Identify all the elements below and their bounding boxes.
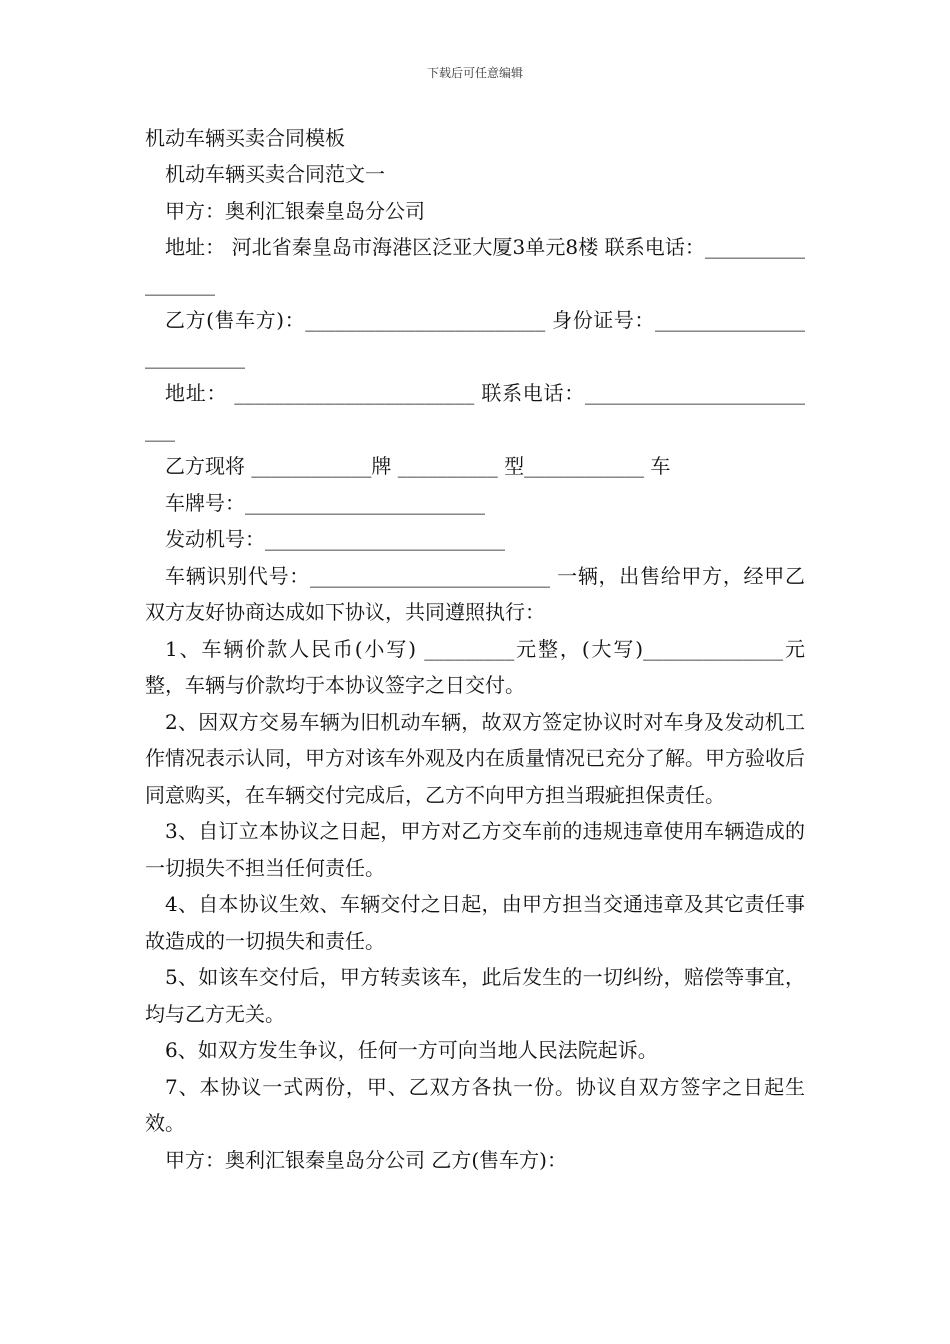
document-body xyxy=(145,156,805,1178)
clause-2: 2、因双方交易车辆为旧机动车辆，故双方签定协议时对车身及发动机工作情况表示认同，甲方对该车外观及内在质量情况已充分了解。甲方验收后同意购买，在车辆交付完成后，乙方不向甲方担当瑕疵担保责任。 xyxy=(145,709,805,807)
party-b-address: 地址： ________________________ 联系电话：_________________________ xyxy=(145,381,805,442)
clause-1: 1、车辆价款人民币(小写) _________元整，(大写)______________元整，车辆与价款均于本协议签字之日交付。 xyxy=(145,636,805,697)
document-title: 机动车辆买卖合同模板 xyxy=(145,126,345,150)
party-a-name: 甲方：奥利汇银秦皇岛分公司 xyxy=(165,198,425,223)
vin-field: 车辆识别代号：________________________ 一辆，出售给甲方，经甲乙双方友好协商达成如下协议，共同遵照执行： xyxy=(145,563,805,624)
engine-number-field: 发动机号：________________________ xyxy=(165,527,505,551)
page-header-note: 下载后可任意编辑 xyxy=(426,66,523,80)
clause-3: 3、自订立本协议之日起，甲方对乙方交车前的违规违章使用车辆造成的一切损失不担当任何责任。 xyxy=(145,819,805,880)
clause-7: 7、本协议一式两份，甲、乙双方各执一份。协议自双方签字之日起生效。 xyxy=(145,1074,805,1135)
clause-4: 4、自本协议生效、车辆交付之日起，由甲方担当交通违章及其它责任事故造成的一切损失和责任。 xyxy=(145,892,805,953)
contract-subtitle: 机动车辆买卖合同范文一 xyxy=(165,162,385,186)
license-plate-field: 车牌号：________________________ xyxy=(165,490,485,515)
vehicle-description: 乙方现将 ____________牌 __________ 型____________ 车 xyxy=(165,454,671,478)
party-a-address: 地址： 河北省秦皇岛市海港区泛亚大厦3单元8楼 联系电话：_________________ xyxy=(145,235,805,296)
party-b-identity: 乙方(售车方)：________________________ 身份证号：_________________________ xyxy=(145,308,805,369)
clause-5: 5、如该车交付后，甲方转卖该车，此后发生的一切纠纷，赔偿等事宜，均与乙方无关。 xyxy=(145,965,805,1026)
clause-6: 6、如双方发生争议，任何一方可向当地人民法院起诉。 xyxy=(165,1038,658,1062)
signature-line: 甲方：奥利汇银秦皇岛分公司 乙方(售车方)： xyxy=(165,1147,567,1172)
